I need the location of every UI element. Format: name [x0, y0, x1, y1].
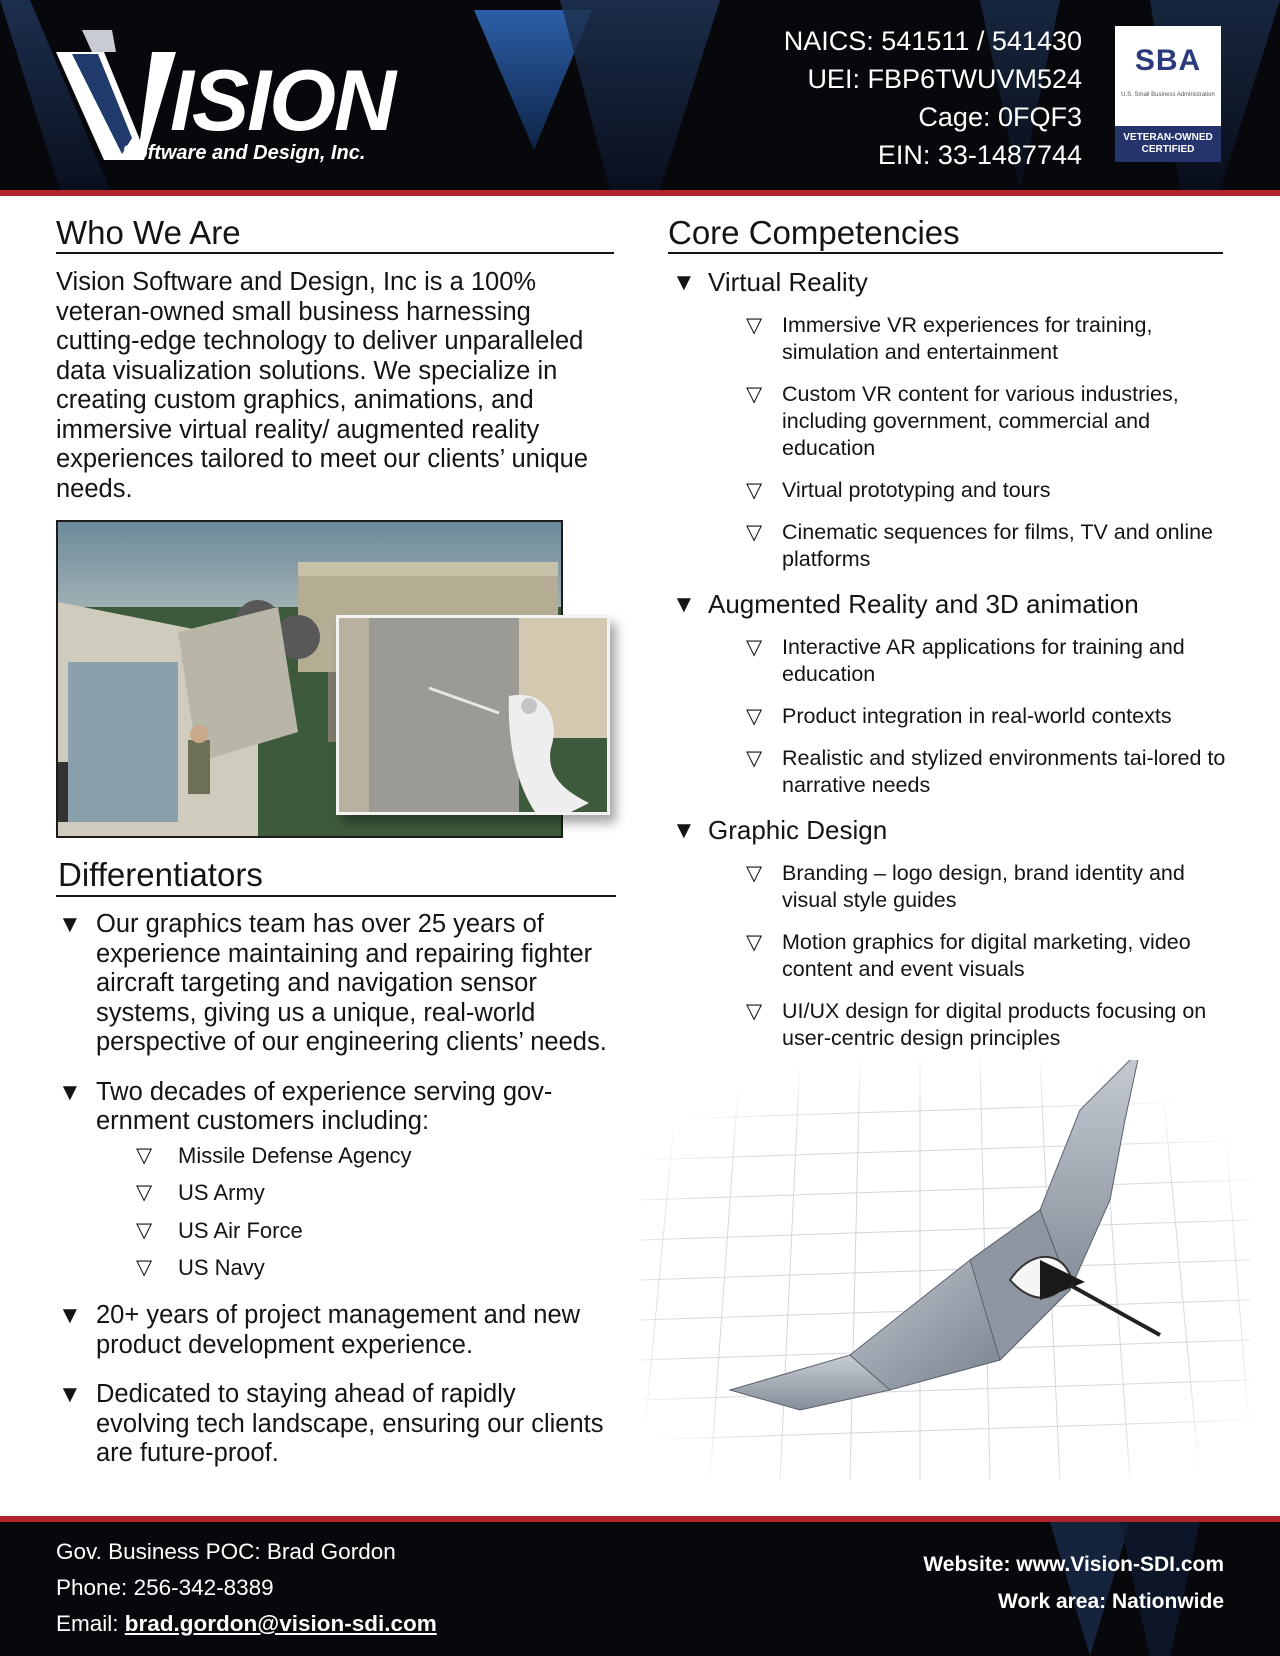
stealth-drone-illustration — [640, 1060, 1250, 1480]
competency-item: ▽ Product integration in real-world contexts — [746, 704, 1172, 728]
differentiator-item: ▼ 20+ years of project management and new product development experience. — [58, 1301, 581, 1359]
header-red-rule — [0, 190, 1280, 196]
competency-item: ▽ Interactive AR applications for training and education — [746, 635, 1185, 686]
logo-wordmark: ISION — [170, 53, 395, 149]
differentiator-item: ▼ Dedicated to staying ahead of rapidly evolving tech landscape, ensuring our clients are future-proof. — [58, 1380, 604, 1467]
footer-banner — [0, 1522, 1280, 1656]
outline-triangle-bullet-icon: ▽ — [136, 1256, 153, 1279]
who-we-are-rule — [56, 252, 614, 254]
differentiator-item: ▼ Two decades of experience serving gov-ernment customers including: ▽ Missile Defense Agency ▽ US Army ▽ US Air Force ▽ US Navy — [56, 1078, 616, 1282]
outline-triangle-bullet-icon: ▽ — [746, 931, 763, 954]
differentiator-item: ▼ Our graphics team has over 25 years of experience maintaining and repairing fighter aircraft targeting and navigation sensor systems, giving us a unique, real-world perspective of our engineering clients’ needs. — [58, 910, 607, 1056]
customer-item: ▽ US Navy — [136, 1255, 265, 1280]
vr-controller-inset-image — [336, 615, 610, 815]
outline-triangle-bullet-icon: ▽ — [746, 747, 763, 770]
ein-code: EIN: 33-1487744 — [877, 140, 1082, 170]
sba-subtitle: U.S. Small Business Administration — [1121, 92, 1215, 98]
customer-item: ▽ Missile Defense Agency — [136, 1142, 412, 1168]
sba-logo: SBA — [1134, 44, 1202, 77]
work-area: Work area: Nationwide — [998, 1590, 1224, 1613]
outline-triangle-bullet-icon: ▽ — [746, 383, 763, 406]
core-competencies-list — [672, 266, 1232, 1067]
filled-triangle-bullet-icon: ▼ — [58, 1078, 82, 1106]
email-link[interactable]: brad.gordon@vision-sdi.com — [124, 1611, 437, 1636]
competency-item: ▽ Virtual prototyping and tours — [746, 478, 1051, 502]
competency-group-graphic-design — [672, 814, 1232, 1052]
filled-triangle-bullet-icon: ▼ — [58, 1381, 82, 1408]
outline-triangle-bullet-icon: ▽ — [136, 1218, 153, 1242]
differentiators-list — [56, 910, 616, 1489]
differentiators-rule — [56, 895, 616, 897]
filled-triangle-bullet-icon: ▼ — [58, 1302, 82, 1329]
email-line — [56, 1606, 437, 1642]
outline-triangle-bullet-icon: ▽ — [136, 1181, 153, 1204]
competency-item: ▽ Immersive VR experiences for training, simulation and entertainment — [746, 313, 1153, 364]
filled-triangle-bullet-icon: ▼ — [58, 911, 82, 938]
logo-v-mark — [52, 30, 182, 160]
competency-heading: ▼ Graphic Design — [672, 815, 888, 845]
company-logo — [52, 30, 452, 170]
differentiators-title: Differentiators — [58, 856, 263, 893]
cage-code: Cage: 0FQF3 — [918, 102, 1082, 132]
outline-triangle-bullet-icon: ▽ — [136, 1143, 153, 1167]
competency-item: ▽ Custom VR content for various industries, including government, commercial and education — [746, 382, 1179, 460]
outline-triangle-bullet-icon: ▽ — [746, 636, 763, 659]
customer-item: ▽ US Air Force — [136, 1217, 303, 1243]
business-poc: Gov. Business POC: Brad Gordon — [56, 1539, 396, 1564]
competency-item: ▽ Cinematic sequences for films, TV and online platforms — [746, 520, 1214, 571]
email-label: Email: — [56, 1611, 125, 1636]
sba-certification-badge — [1115, 26, 1221, 162]
competency-heading: ▼ Virtual Reality — [672, 267, 868, 297]
competency-item: ▽ Motion graphics for digital marketing, video content and event visuals — [746, 930, 1191, 981]
header-banner — [0, 0, 1280, 190]
customer-item: ▽ US Army — [136, 1180, 265, 1205]
competency-heading: ▼ Augmented Reality and 3D animation — [672, 589, 1139, 619]
who-we-are-title: Who We Are — [56, 214, 241, 251]
company-identifiers — [784, 22, 1082, 174]
naics-code: NAICS: 541511 / 541430 — [783, 26, 1082, 56]
outline-triangle-bullet-icon: ▽ — [746, 1000, 763, 1023]
competency-item: ▽ Branding – logo design, brand identity and visual style guides — [746, 861, 1185, 912]
competency-group-virtual-reality — [672, 266, 1232, 573]
filled-triangle-bullet-icon: ▼ — [672, 591, 696, 618]
core-competencies-rule — [668, 252, 1223, 254]
core-competencies-title: Core Competencies — [668, 214, 960, 251]
government-customers-list — [96, 1143, 616, 1282]
outline-triangle-bullet-icon: ▽ — [746, 705, 763, 728]
outline-triangle-bullet-icon: ▽ — [746, 314, 763, 337]
phone-number: Phone: 256-342-8389 — [56, 1575, 274, 1600]
competency-item: ▽ UI/UX design for digital products focusing on user-centric design principles — [746, 999, 1207, 1050]
filled-triangle-bullet-icon: ▼ — [672, 817, 696, 844]
veteran-owned-certified-label: VETERAN-OWNED CERTIFIED — [1115, 126, 1221, 162]
who-we-are-body: Vision Software and Design, Inc is a 100% veteran-owned small business harnessing cutting-edge technology to deliver unparalleled data visualization solutions. We specialize in creating custom graphics, animations, and immersive virtual reality/ augmented reality experiences tailored to meet our clients’ unique needs. — [56, 268, 589, 503]
outline-triangle-bullet-icon: ▽ — [746, 521, 763, 544]
outline-triangle-bullet-icon: ▽ — [746, 479, 763, 502]
contact-info — [56, 1534, 437, 1642]
website-info — [923, 1546, 1224, 1620]
filled-triangle-bullet-icon: ▼ — [672, 269, 696, 296]
logo-tagline: Software and Design, Inc. — [122, 142, 366, 164]
competency-item: ▽ Realistic and stylized environments tai-lored to narrative needs — [746, 746, 1226, 797]
website-url[interactable]: Website: www.Vision-SDI.com — [923, 1553, 1224, 1576]
uei-code: UEI: FBP6TWUVM524 — [807, 64, 1082, 94]
competency-group-augmented-reality — [672, 588, 1232, 799]
outline-triangle-bullet-icon: ▽ — [746, 862, 763, 885]
